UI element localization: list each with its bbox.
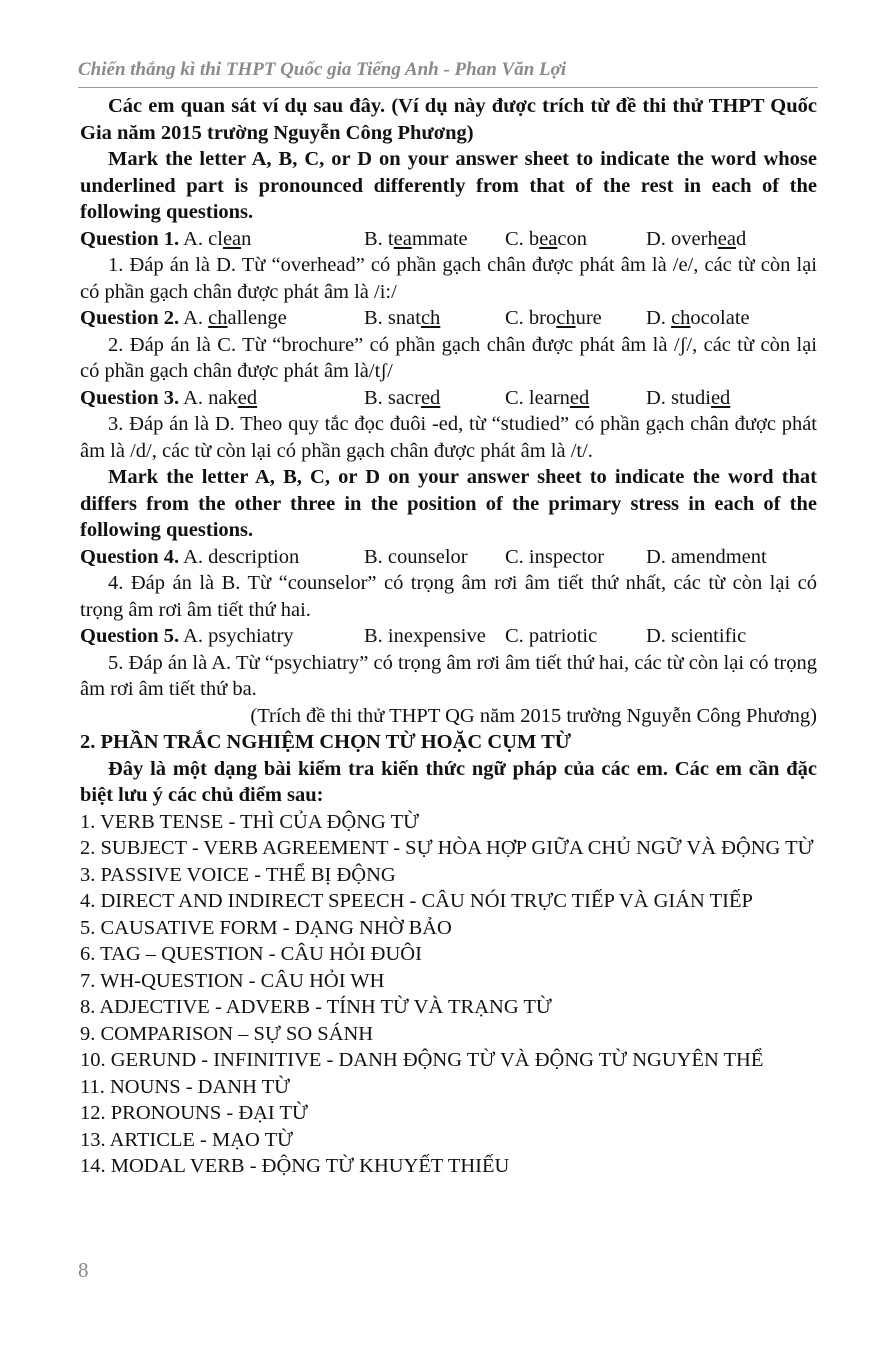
section-2-intro: Đây là một dạng bài kiểm tra kiến thức ngữ pháp của các em. Các em cần đặc biệt lưu ý các chủ điểm sau: [80, 757, 817, 806]
header-rule [78, 87, 818, 88]
question-1-option-d: D. overhead [646, 227, 747, 250]
question-1 [80, 226, 817, 253]
question-2 [80, 305, 817, 332]
question-3-option-a: Question 3. A. naked [80, 386, 258, 409]
question-1-option-a: Question 1. A. clean [80, 227, 252, 250]
question-3-option-b: B. sacred [364, 386, 441, 409]
question-5-option-c: C. patriotic [505, 625, 598, 647]
answer-3: 3. Đáp án là D. Theo quy tắc đọc đuôi -ed, từ “studied” có phần gạch chân được phát âm là /d/, các từ còn lại có phần gạch chân được phát âm là /t/. [80, 413, 817, 462]
topic-item: 14. MODAL VERB - ĐỘNG TỪ KHUYẾT THIẾU [80, 1155, 510, 1177]
topic-item: 10. GERUND - INFINITIVE - DANH ĐỘNG TỪ VÀ ĐỘNG TỪ NGUYÊN THỂ [80, 1049, 764, 1071]
question-2-option-a: Question 2. A. challenge [80, 307, 287, 329]
question-2-option-b: B. snatch [364, 307, 441, 329]
question-4-option-c: C. inspector [505, 545, 605, 568]
question-4-option-a: Question 4. A. description [80, 545, 300, 568]
page-number: 8 [78, 1258, 89, 1282]
grammar-topic-list [80, 809, 817, 1180]
answer-5: 5. Đáp án là A. Từ “psychiatry” có trọng âm rơi âm tiết thứ hai, các từ còn lại có trọng âm rơi âm tiết thứ ba. [80, 651, 817, 700]
topic-item: 4. DIRECT AND INDIRECT SPEECH - CÂU NÓI TRỰC TIẾP VÀ GIÁN TIẾP [80, 890, 753, 912]
topic-item: 8. ADJECTIVE - ADVERB - TÍNH TỪ VÀ TRẠNG TỪ [80, 996, 552, 1018]
instruction-pronunciation: Mark the letter A, B, C, or D on your answer sheet to indicate the word whose underlined part is pronounced differently from that of the rest in each of the following questions. [80, 148, 817, 223]
question-1-option-b: B. teammate [364, 227, 468, 250]
topic-item: 3. PASSIVE VOICE - THỂ BỊ ĐỘNG [80, 863, 396, 886]
page-content [80, 93, 817, 1180]
question-2-option-c: C. brochure [505, 307, 602, 329]
topic-item: 1. VERB TENSE - THÌ CỦA ĐỘNG TỪ [80, 810, 419, 833]
topic-item: 13. ARTICLE - MẠO TỪ [80, 1128, 294, 1151]
topic-item: 11. NOUNS - DANH TỪ [80, 1075, 291, 1098]
section-2-title: 2. PHẦN TRẮC NGHIỆM CHỌN TỪ HOẶC CỤM TỪ [80, 731, 572, 753]
topic-item: 2. SUBJECT - VERB AGREEMENT - SỰ HÒA HỢP GIỮA CHỦ NGỮ VÀ ĐỘNG TỪ [80, 837, 814, 859]
answer-2: 2. Đáp án là C. Từ “brochure” có phần gạch chân được phát âm là /ʃ/, các từ còn lại có phần gạch chân được phát âm là/tʃ/ [80, 333, 817, 382]
question-3-option-c: C. learned [505, 386, 590, 409]
topic-item: 7. WH-QUESTION - CÂU HỎI WH [80, 969, 385, 992]
question-4-option-d: D. amendment [646, 545, 767, 568]
question-4-option-b: B. counselor [364, 545, 468, 568]
running-header: Chiến thắng kì thi THPT Quốc gia Tiếng Anh - Phan Văn Lợi [78, 59, 567, 80]
topic-item: 5. CAUSATIVE FORM - DẠNG NHỜ BẢO [80, 916, 452, 939]
question-5-option-b: B. inexpensive [364, 625, 486, 647]
question-5-option-d: D. scientific [646, 625, 747, 647]
question-4 [80, 544, 817, 571]
answer-1: 1. Đáp án là D. Từ “overhead” có phần gạch chân được phát âm là /e/, các từ còn lại có phần gạch chân được phát âm là /i:/ [80, 254, 817, 303]
question-3 [80, 385, 817, 412]
answer-4: 4. Đáp án là B. Từ “counselor” có trọng âm rơi âm tiết thứ nhất, các từ còn lại có trọng âm rơi âm tiết thứ hai. [80, 572, 817, 621]
question-5 [80, 623, 817, 650]
question-3-option-d: D. studied [646, 386, 731, 409]
question-5-option-a: Question 5. A. psychiatry [80, 625, 294, 647]
topic-item: 9. COMPARISON – SỰ SO SÁNH [80, 1022, 374, 1045]
intro-paragraph: Các em quan sát ví dụ sau đây. (Ví dụ này được trích từ đề thi thử THPT Quốc Gia năm 2015 trường Nguyễn Công Phương) [80, 95, 817, 144]
source-citation: (Trích đề thi thử THPT QG năm 2015 trường Nguyễn Công Phương) [250, 704, 817, 727]
question-1-option-c: C. beacon [505, 227, 587, 250]
topic-item: 6. TAG – QUESTION - CÂU HỎI ĐUÔI [80, 943, 422, 965]
question-2-option-d: D. chocolate [646, 307, 750, 329]
topic-item: 12. PRONOUNS - ĐẠI TỪ [80, 1102, 308, 1124]
instruction-stress: Mark the letter A, B, C, or D on your answer sheet to indicate the word that differs from the other three in the position of the primary stress in each of the following questions. [80, 466, 817, 541]
